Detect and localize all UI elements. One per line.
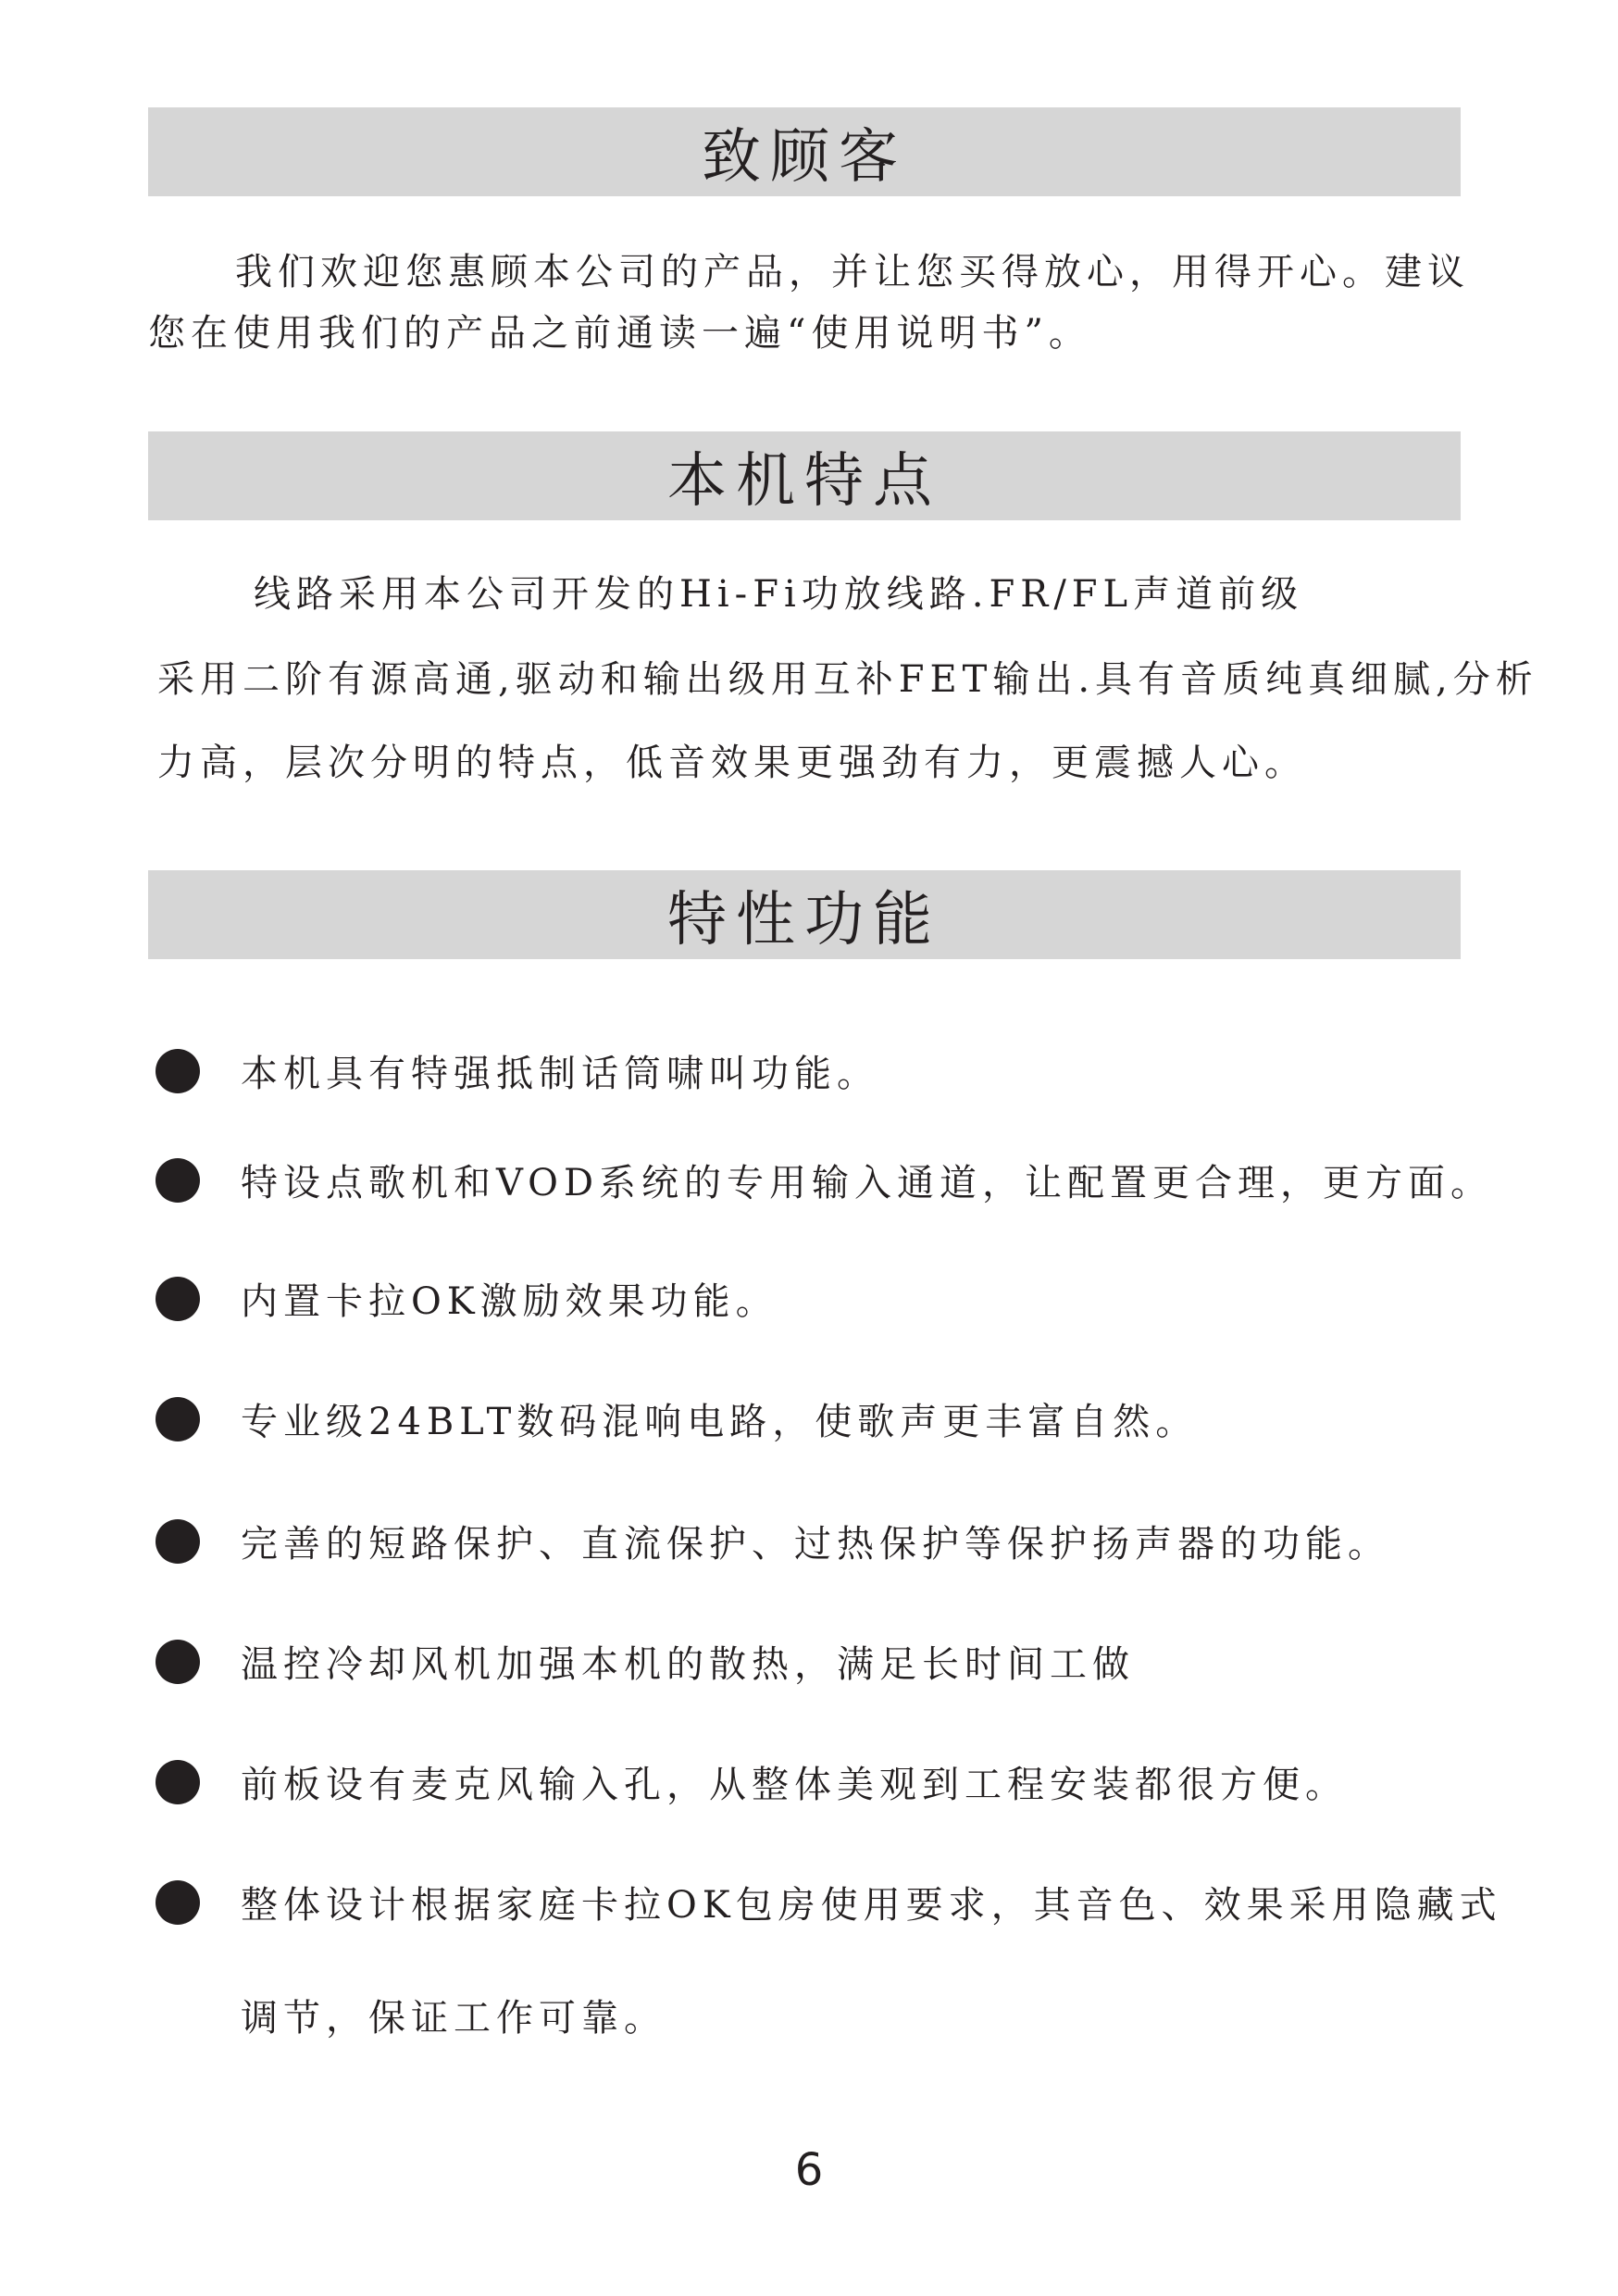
bullet-icon <box>156 1880 200 1925</box>
bullet-icon <box>156 1640 200 1684</box>
feature-text: 内置卡拉OK激励效果功能。 <box>241 1280 778 1323</box>
feature-item-4 <box>156 1392 1198 1445</box>
features-overview-line-3: 力高，层次分明的特点，低音效果更强劲有力，更震撼人心。 <box>157 742 1307 784</box>
feature-item-1 <box>156 1044 879 1097</box>
section-header-features-overview <box>148 431 1461 520</box>
feature-item-6 <box>156 1635 1135 1688</box>
feature-text: 完善的短路保护、直流保护、过热保护等保护扬声器的功能。 <box>241 1523 1390 1566</box>
feature-text: 本机具有特强抵制话筒啸叫功能。 <box>241 1053 879 1095</box>
page-number: 6 <box>794 2144 824 2196</box>
section-header-greeting <box>148 107 1461 196</box>
greeting-line-2: 您在使用我们的产品之前通读一遍“使用说明书”。 <box>148 312 1091 355</box>
features-overview-line-2: 采用二阶有源高通,驱动和输出级用互补FET输出.具有音质纯真细腻,分析 <box>157 658 1538 701</box>
feature-item-8-continuation: 调节，保证工作可靠。 <box>241 1997 666 2040</box>
feature-item-2 <box>156 1154 1493 1206</box>
section-title-greeting: 致顾客 <box>702 123 907 192</box>
feature-text: 温控冷却风机加强本机的散热，满足长时间工做 <box>241 1643 1135 1686</box>
feature-text: 特设点歌机和VOD系统的专用输入通道，让配置更合理，更方面。 <box>241 1162 1494 1204</box>
bullet-icon <box>156 1277 200 1321</box>
feature-text: 前板设有麦克风输入孔，从整体美观到工程安装都很方便。 <box>241 1764 1348 1806</box>
bullet-icon <box>156 1519 200 1564</box>
feature-text: 整体设计根据家庭卡拉OK包房使用要求，其音色、效果采用隐藏式 <box>241 1884 1502 1927</box>
feature-item-7 <box>156 1755 1348 1808</box>
greeting-line-1: 我们欢迎您惠顾本公司的产品，并让您买得放心，用得开心。建议 <box>235 251 1470 293</box>
bullet-icon <box>156 1760 200 1804</box>
feature-item-5 <box>156 1515 1390 1567</box>
bullet-icon <box>156 1158 200 1203</box>
feature-item-8 <box>156 1876 1502 1928</box>
section-title-features-overview: 本机特点 <box>667 447 941 516</box>
feature-text: 专业级24BLT数码混响电路，使歌声更丰富自然。 <box>241 1401 1199 1443</box>
feature-item-3 <box>156 1272 778 1325</box>
bullet-icon <box>156 1049 200 1093</box>
section-header-functions <box>148 870 1461 959</box>
section-title-functions: 特性功能 <box>667 886 941 955</box>
bullet-icon <box>156 1397 200 1441</box>
features-overview-line-1: 线路采用本公司开发的Hi-Fi功放线路.FR/FL声道前级 <box>254 573 1304 616</box>
